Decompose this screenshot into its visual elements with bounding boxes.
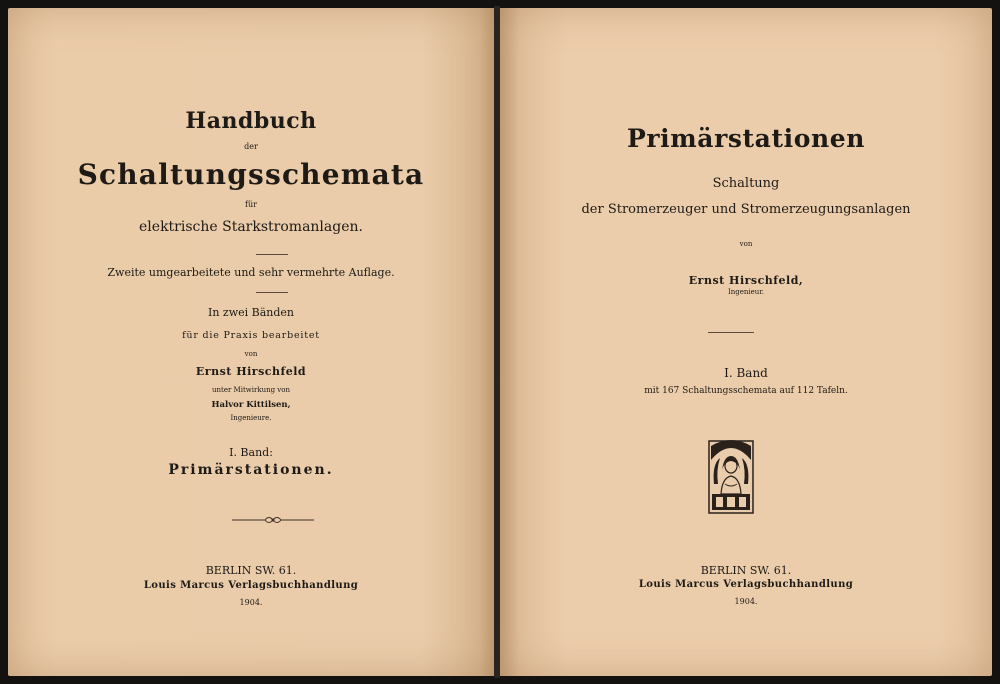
left-von: von [244, 350, 258, 358]
right-subtitle-2: der Stromerzeuger und Stromerzeugungsanlagen [581, 202, 911, 217]
right-city: BERLIN SW. 61. [700, 564, 792, 577]
right-publisher: Louis Marcus Verlagsbuchhandlung [638, 579, 854, 590]
left-divider-1 [256, 254, 288, 255]
right-divider [708, 332, 754, 333]
left-coauthor: Halvor Kittilsen, [211, 400, 291, 410]
ornament-divider-icon [232, 514, 314, 526]
left-author: Ernst Hirschfeld [195, 365, 307, 378]
left-collaboration: unter Mitwirkung von [212, 386, 290, 394]
left-year: 1904. [239, 598, 263, 607]
right-von: von [739, 240, 753, 248]
right-title: Primärstationen [626, 124, 866, 153]
right-author-title: Ingenieur. [727, 288, 765, 296]
left-praxis: für die Praxis bearbeitet [182, 330, 320, 341]
right-author: Ernst Hirschfeld, [688, 274, 804, 287]
right-band-detail: mit 167 Schaltungsschemata auf 112 Tafeln. [644, 386, 848, 396]
left-band-title: Primärstationen. [168, 462, 334, 478]
left-coauthor-title: Ingenieure. [230, 414, 272, 422]
right-subtitle-1: Schaltung [712, 176, 780, 191]
right-page [500, 8, 992, 676]
left-connector-der: der [244, 142, 258, 151]
left-page [8, 8, 494, 676]
right-band: I. Band [724, 366, 768, 380]
left-publisher: Louis Marcus Verlagsbuchhandlung [143, 580, 359, 591]
left-title-handbuch: Handbuch [185, 108, 317, 134]
left-main-title: Schaltungsschemata [77, 158, 425, 191]
left-volumes: In zwei Bänden [207, 306, 295, 319]
left-band: I. Band: [229, 446, 273, 459]
left-connector-fuer: für [245, 200, 257, 209]
left-subtitle: elektrische Starkstromanlagen. [139, 219, 363, 235]
right-year: 1904. [734, 597, 758, 606]
left-divider-2 [256, 292, 288, 293]
left-edition: Zweite umgearbeitete und sehr vermehrte Auflage. [107, 266, 395, 279]
left-city: BERLIN SW. 61. [205, 564, 297, 577]
publisher-emblem-icon [708, 440, 754, 514]
